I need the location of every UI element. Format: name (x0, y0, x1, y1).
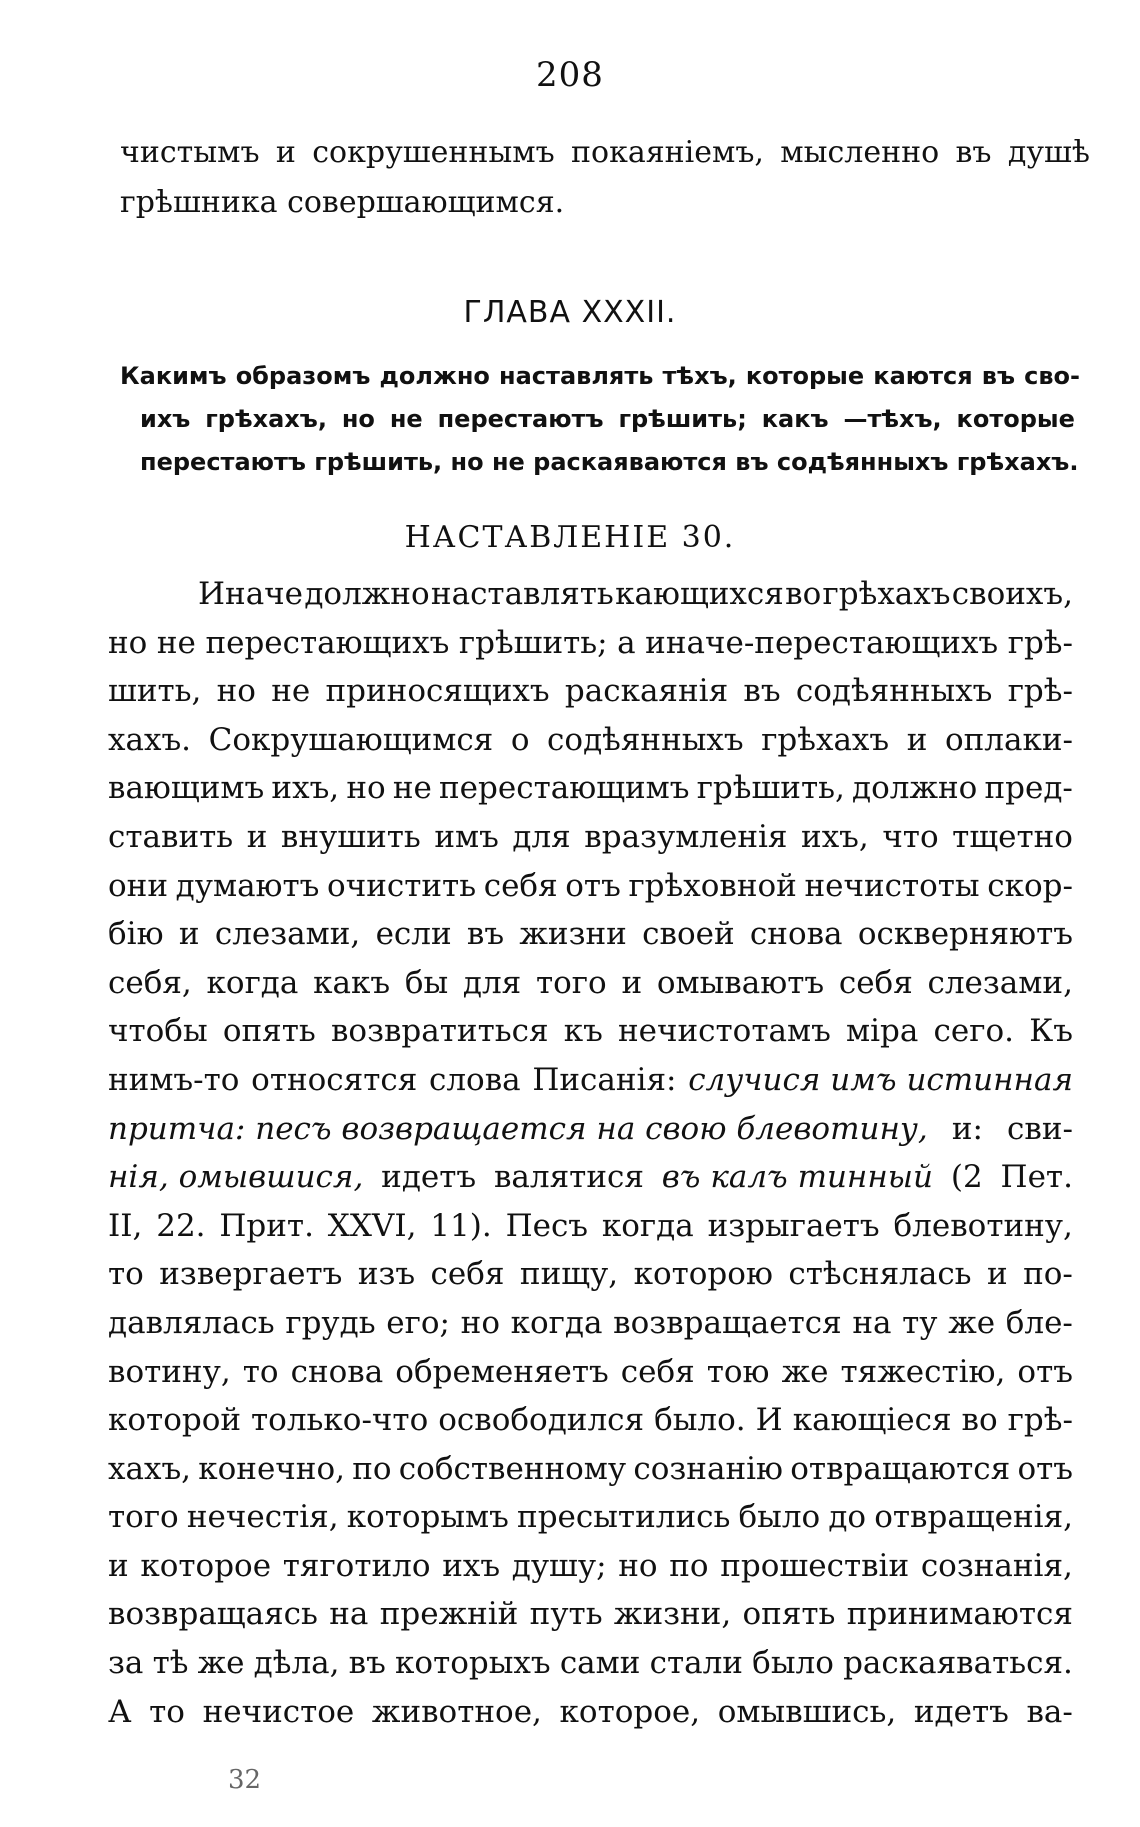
body-word: идетъ (913, 1693, 1009, 1730)
body-word: о (510, 721, 530, 758)
body-word: должно (304, 576, 430, 612)
body-word: пресытились (517, 1499, 731, 1536)
body-word: для (462, 964, 522, 1001)
summary-word: но (341, 405, 375, 433)
body-word: Иначе (198, 576, 304, 612)
body-word: нечистотамъ (618, 1013, 831, 1050)
body-word: грѣхахъ (822, 576, 951, 612)
body-word: наставлять (430, 576, 614, 612)
continuation-word: сокрушеннымъ (312, 135, 555, 170)
summary-word: сво- (1024, 362, 1080, 390)
body-word: же (948, 1304, 996, 1341)
body-word: но (346, 770, 386, 807)
body-word: которою (633, 1256, 773, 1293)
body-word: ва- (1026, 1693, 1073, 1730)
text-line (108, 570, 1073, 619)
text-line (108, 1542, 1073, 1591)
body-word: было. (654, 1402, 746, 1439)
summary-word: въ (981, 362, 1015, 390)
body-word: но (460, 1304, 500, 1341)
body-word: вотину, (108, 1353, 231, 1390)
body-word: притча: песъ возвращается на свою блевотину, (108, 1110, 928, 1147)
text-line (108, 716, 1073, 765)
body-word: очистить (327, 867, 477, 904)
continuation-line-1 (120, 135, 1090, 170)
summary-word: грѣшить; (618, 405, 747, 433)
body-word: возвратиться (330, 1013, 549, 1050)
continuation-word: покаяніемъ, (571, 135, 764, 170)
body-word: иначе-перестающихъ (645, 624, 999, 661)
body-word: грѣ- (1007, 673, 1073, 710)
body-word: прежній (379, 1596, 519, 1633)
body-word: освободился (438, 1402, 645, 1439)
text-line (108, 1396, 1073, 1445)
body-word: идетъ (381, 1159, 477, 1196)
body-word: нечистоты (804, 867, 980, 904)
body-word: ту (902, 1304, 938, 1341)
body-word: ихъ, (801, 818, 869, 855)
body-word: во (961, 1402, 998, 1439)
text-line (108, 1202, 1073, 1251)
body-word: собственному (398, 1450, 627, 1487)
body-word: нія, омывшися, (108, 1159, 364, 1196)
continuation-word: и (275, 135, 296, 170)
continuation-word: чистымъ (120, 135, 260, 170)
body-word: хахъ. (108, 721, 192, 758)
body-word: скор- (987, 867, 1073, 904)
body-word: по (352, 1450, 392, 1487)
body-word: и (108, 1547, 129, 1584)
signature-mark: 32 (228, 1765, 262, 1795)
body-word: имъ (434, 818, 499, 855)
text-line (108, 1445, 1073, 1494)
body-word: и (621, 964, 643, 1001)
body-word: снова (290, 1353, 384, 1390)
body-word: грѣ- (1007, 1402, 1073, 1439)
body-word: опять (222, 1013, 316, 1050)
body-word: возвращается (613, 1304, 842, 1341)
body-word: не (392, 770, 432, 807)
continuation-word: мысленно (780, 135, 940, 170)
body-word: на (852, 1304, 892, 1341)
body-word: И (755, 1402, 783, 1439)
body-word: то (149, 1693, 185, 1730)
body-word: изъ (357, 1256, 416, 1293)
body-word: обременяетъ (395, 1353, 609, 1390)
summary-word: каются (873, 362, 973, 390)
body-word: пищу, (519, 1256, 619, 1293)
text-line (108, 1056, 1073, 1105)
body-word: какъ (313, 964, 391, 1001)
text-line (108, 1153, 1073, 1202)
body-word: отвращаются (790, 1450, 1011, 1487)
text-line (108, 1493, 1073, 1542)
body-word: содѣянныхъ (547, 721, 744, 758)
text-line (108, 667, 1073, 716)
body-word: которое (140, 1547, 272, 1584)
summary-word: перестаютъ (437, 405, 604, 433)
body-word: сего. (933, 1013, 1015, 1050)
body-word: грудь (285, 1304, 376, 1341)
body-word: 22. (156, 1207, 206, 1244)
body-word: тяжестію, (840, 1353, 1006, 1390)
body-word: себя, (108, 964, 192, 1001)
text-line (108, 1590, 1073, 1639)
text-line (108, 1688, 1073, 1737)
body-word: валятися (493, 1159, 644, 1196)
body-word: возвращаясь (108, 1596, 318, 1633)
body-word: сознанія, (920, 1547, 1073, 1584)
body-word: омываютъ (656, 964, 825, 1001)
body-word: (2 (950, 1159, 983, 1196)
continuation-word: душѣ (1007, 135, 1090, 170)
body-word: міра (846, 1013, 919, 1050)
text-line (108, 1105, 1073, 1154)
body-word: которое, (559, 1693, 701, 1730)
body-word: того (108, 1499, 179, 1536)
summary-word: наставлять (499, 362, 654, 390)
body-word: то (108, 1256, 144, 1293)
body-word: было (752, 1645, 834, 1682)
body-word: своихъ, (951, 576, 1073, 612)
body-word: которыхъ (395, 1645, 551, 1682)
summary-word: тѣхъ, (662, 362, 737, 390)
body-word: содѣянныхъ (795, 673, 993, 710)
text-line (108, 764, 1073, 813)
text-line (108, 1348, 1073, 1397)
body-word: не (156, 624, 196, 661)
body-word: перестающимъ (439, 770, 690, 807)
body-word: Къ (1029, 1013, 1073, 1050)
body-word: но (108, 624, 148, 661)
summary-word: должно (379, 362, 490, 390)
body-word: было (738, 1499, 821, 1536)
body-word: опять (742, 1596, 836, 1633)
body-word: случися имъ истинная (688, 1061, 1073, 1098)
body-word: ихъ, (271, 770, 340, 807)
body-word: когда (206, 964, 299, 1001)
text-line (108, 1007, 1073, 1056)
body-word: шить, (108, 673, 202, 710)
body-word: животное, (371, 1693, 542, 1730)
body-word: за (108, 1645, 144, 1682)
text-line (108, 1299, 1073, 1348)
body-word: и: (951, 1110, 983, 1147)
body-word: сами (559, 1645, 641, 1682)
body-word: по- (1023, 1256, 1073, 1293)
body-word: когда (601, 1207, 694, 1244)
body-word: и (906, 721, 928, 758)
body-word: отвращенія, (874, 1499, 1073, 1536)
body-word: не (271, 673, 311, 710)
summary-word: которые (956, 405, 1075, 433)
body-word: давлялась (108, 1304, 275, 1341)
body-word: до (828, 1499, 867, 1536)
body-word: въ (466, 916, 505, 953)
body-word: Сокрушающимся (208, 721, 494, 758)
body-word: II, (108, 1207, 143, 1244)
text-line (108, 862, 1073, 911)
body-word: въ (743, 673, 781, 710)
text-line (108, 813, 1073, 862)
body-word: ставить (108, 818, 234, 855)
page-number: 208 (536, 55, 604, 95)
body-word: къ (563, 1013, 603, 1050)
text-line (108, 619, 1073, 668)
summary-word: грѣхахъ, (205, 405, 327, 433)
body-word: нечестія, (186, 1499, 339, 1536)
body-word: приносящихъ (325, 673, 550, 710)
body-word: оскверняютъ (857, 916, 1073, 953)
body-word: своей (642, 916, 735, 953)
body-word: когда (510, 1304, 603, 1341)
body-word: слова (429, 1061, 521, 1098)
body-word: тяготило (282, 1547, 431, 1584)
body-word: что (882, 818, 939, 855)
body-word: вразумленія (584, 818, 788, 855)
body-word: себя (483, 867, 558, 904)
body-word: прошествіи (720, 1547, 910, 1584)
body-word: грѣшить; (458, 624, 608, 661)
body-word: а (617, 624, 636, 661)
body-word: Песъ (505, 1207, 589, 1244)
body-word: по (669, 1547, 709, 1584)
body-word: его; (386, 1304, 450, 1341)
body-word: чтобы (108, 1013, 208, 1050)
body-word: отъ (1017, 1450, 1073, 1487)
body-word: того (535, 964, 607, 1001)
summary-word: образомъ (235, 362, 371, 390)
text-line (108, 910, 1073, 959)
body-word: дѣла, (253, 1645, 340, 1682)
body-word: въ калъ тинный (661, 1159, 933, 1196)
body-word: только-что (251, 1402, 429, 1439)
continuation-line-2 (120, 185, 564, 220)
summary-word: перестаютъ грѣшить, но не раскаяваются въ содѣянныхъ грѣхахъ. (140, 448, 1079, 476)
body-word: раскаяваться. (843, 1645, 1073, 1682)
body-word: тѣ (152, 1645, 189, 1682)
body-word: думаютъ (175, 867, 320, 904)
body-word: сви- (1007, 1110, 1073, 1147)
body-word: принимаются (846, 1596, 1073, 1633)
continuation-word: грѣшника совершающимся. (120, 185, 565, 220)
body-word: жизни, (613, 1596, 732, 1633)
summary-word: —тѣхъ, (843, 405, 942, 433)
body-word: то (242, 1353, 279, 1390)
body-word: тщетно (952, 818, 1073, 855)
body-word: Писанія: (532, 1061, 677, 1098)
body-word: въ (348, 1645, 386, 1682)
body-word: нечистое (202, 1693, 355, 1730)
body-word: путь (529, 1596, 603, 1633)
body-word: грѣ- (1007, 624, 1073, 661)
summary-word: которые (745, 362, 865, 390)
body-word: которой (108, 1402, 242, 1439)
body-word: пред- (984, 770, 1073, 807)
body-word: на (329, 1596, 369, 1633)
body-word: перестающихъ (205, 624, 450, 661)
body-word: А (108, 1693, 132, 1730)
body-word: же (197, 1645, 245, 1682)
body-word: Прит. (219, 1207, 314, 1244)
body-word: стѣснялась (788, 1256, 972, 1293)
summary-word: ихъ (140, 405, 191, 433)
body-word: конечно, (198, 1450, 345, 1487)
body-word: отъ (565, 867, 621, 904)
body-word: душу; (511, 1547, 607, 1584)
body-word: нимъ-то (108, 1061, 240, 1098)
chapter-title: ГЛАВА XXXII. (463, 295, 677, 330)
body-word: извергаетъ (159, 1256, 343, 1293)
body-word: стали (649, 1645, 743, 1682)
text-line (108, 1639, 1073, 1688)
section-title: НАСТАВЛЕНІЕ 30. (404, 520, 736, 555)
body-word: себя (620, 1353, 695, 1390)
body-word: бы (404, 964, 449, 1001)
body-word: должно (852, 770, 978, 807)
body-word: хахъ, (108, 1450, 192, 1487)
body-word: жизни (519, 916, 627, 953)
body-word: блевотину, (893, 1207, 1073, 1244)
text-line (108, 1250, 1073, 1299)
chapter-summary-line-3 (140, 448, 1100, 476)
body-word: и (178, 916, 200, 953)
body-text (108, 570, 1073, 1736)
body-word: бію (108, 916, 164, 953)
body-word: грѣхахъ (761, 721, 890, 758)
continuation-word: въ (955, 135, 992, 170)
body-word: ихъ (442, 1547, 501, 1584)
body-word: и (986, 1256, 1008, 1293)
body-word: себя (838, 964, 913, 1001)
body-word: снова (749, 916, 843, 953)
body-word: тою (706, 1353, 770, 1390)
body-word: раскаянія (564, 673, 729, 710)
body-word: же (781, 1353, 829, 1390)
body-word: во (785, 576, 822, 612)
body-word: себя (430, 1256, 505, 1293)
body-word: вающимъ (108, 770, 265, 807)
body-word: но (216, 673, 256, 710)
body-word: которымъ (346, 1499, 509, 1536)
body-word: Пет. (1000, 1159, 1073, 1196)
body-word: они (108, 867, 168, 904)
body-word: бле- (1005, 1304, 1073, 1341)
body-word: кающіеся (792, 1402, 952, 1439)
summary-word: какъ (761, 405, 829, 433)
body-word: для (512, 818, 571, 855)
body-word: кающихся (615, 576, 784, 612)
body-word: и (246, 818, 268, 855)
body-word: 11). (430, 1207, 492, 1244)
body-word: изрыгаетъ (707, 1207, 880, 1244)
body-word: если (375, 916, 452, 953)
body-word: XXVI, (327, 1207, 417, 1244)
chapter-summary-line-1 (120, 362, 1080, 390)
body-word: относятся (251, 1061, 418, 1098)
summary-word: Какимъ (120, 362, 227, 390)
body-word: слезами, (214, 916, 361, 953)
text-line (108, 959, 1073, 1008)
body-word: оплаки- (944, 721, 1073, 758)
body-word: но (618, 1547, 658, 1584)
body-word: слезами, (927, 964, 1073, 1001)
body-word: сознанію (633, 1450, 784, 1487)
summary-word: не (389, 405, 423, 433)
body-word: грѣшить, (696, 770, 845, 807)
body-word: грѣховной (628, 867, 797, 904)
chapter-summary-line-2 (140, 405, 1075, 433)
body-word: отъ (1017, 1353, 1073, 1390)
body-word: внушить (280, 818, 421, 855)
body-word: омывшись, (717, 1693, 897, 1730)
